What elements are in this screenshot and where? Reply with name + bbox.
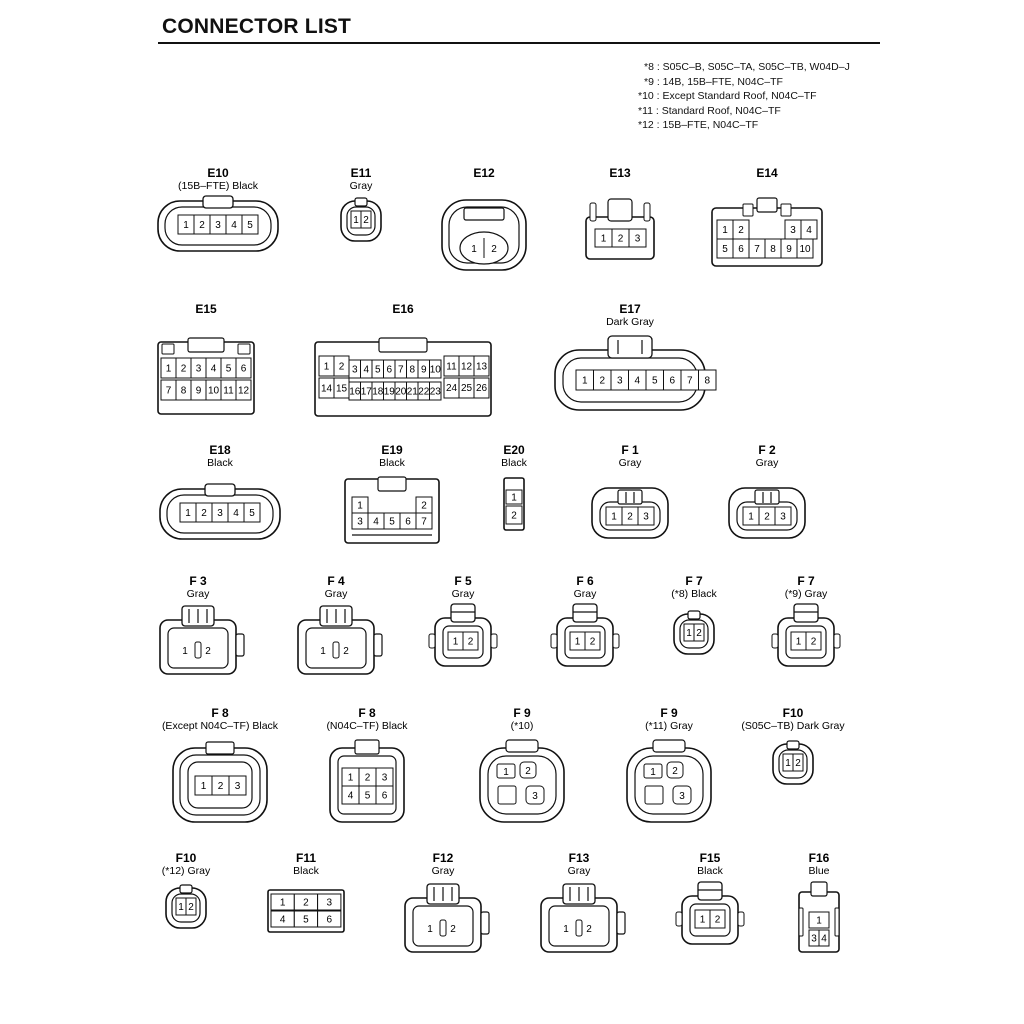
pin-number: 2	[180, 363, 187, 375]
housing-outline	[451, 604, 475, 622]
connector-subtitle: Gray	[349, 180, 373, 192]
pin-number: 1	[471, 244, 477, 255]
housing-outline	[551, 634, 557, 648]
pin-number: 11	[223, 385, 234, 397]
pin-number: 3	[634, 233, 641, 245]
pin-number: 4	[363, 364, 370, 376]
pin-number: 3	[790, 225, 796, 237]
connector-4	[712, 166, 822, 266]
pin-number: 14	[320, 383, 333, 395]
connector-code: F 8	[211, 706, 229, 720]
pin-number: 1	[182, 646, 188, 657]
connector-subtitle: Gray	[451, 588, 475, 600]
housing-outline	[608, 336, 652, 358]
pin-number: 6	[405, 516, 411, 528]
housing-outline	[355, 198, 367, 206]
pin-number: 3	[326, 897, 333, 909]
connector-code: E20	[503, 443, 525, 457]
pin-number: 4	[347, 790, 354, 802]
footnote: *10 : Except Standard Roof, N04C–TF	[638, 90, 817, 103]
connector-15	[429, 574, 497, 666]
pin-number: 1	[503, 767, 509, 778]
connector-7	[555, 302, 716, 410]
connector-19	[162, 706, 279, 822]
housing-outline	[676, 912, 682, 926]
pin-number: 2	[201, 508, 207, 520]
pin-number: 2	[343, 646, 349, 657]
housing-outline	[644, 203, 650, 221]
housing-outline	[355, 740, 379, 754]
pin-number: 2	[338, 361, 345, 373]
pin-number: 1	[686, 628, 692, 640]
pin-number: 2	[303, 897, 309, 909]
connector-28	[676, 851, 744, 944]
connector-subtitle: Gray	[755, 457, 779, 469]
housing-outline	[834, 634, 840, 648]
housing-outline	[787, 741, 799, 749]
connector-code: F 4	[327, 574, 345, 588]
housing-outline	[613, 634, 619, 648]
connector-25	[268, 851, 344, 932]
connector-code: E10	[207, 166, 229, 180]
housing-outline	[378, 477, 406, 491]
housing-outline	[203, 196, 233, 208]
pin-number: 8	[180, 385, 187, 397]
connector-code: F 7	[797, 574, 815, 588]
housing-outline	[757, 198, 777, 212]
pin-number: 1	[200, 781, 207, 793]
pin-number: 4	[634, 375, 641, 387]
pin-number: 2	[467, 636, 474, 648]
pin-number: 10	[207, 385, 220, 397]
housing-outline	[811, 882, 827, 896]
housing-outline	[653, 740, 685, 752]
connector-1	[341, 166, 381, 241]
pin-number: 21	[406, 386, 418, 398]
housing-outline	[188, 338, 224, 352]
pin-number: 5	[651, 375, 658, 387]
pin-number: 23	[429, 386, 441, 398]
connector-0	[158, 166, 278, 251]
connector-subtitle: Gray	[573, 588, 597, 600]
pin-number: 3	[381, 772, 388, 784]
connector-9	[345, 443, 439, 543]
pin-number: 1	[600, 233, 607, 245]
housing-outline	[506, 740, 538, 752]
housing-outline	[206, 742, 234, 754]
connector-subtitle: Black	[207, 457, 233, 469]
connector-code: E15	[195, 302, 217, 316]
housing-outline	[205, 484, 235, 496]
connector-code: F16	[808, 851, 830, 865]
housing-outline	[440, 920, 446, 936]
housing-outline	[236, 634, 244, 656]
pin-number: 7	[397, 364, 404, 376]
pin-number: 3	[616, 375, 623, 387]
housing-outline	[180, 885, 192, 893]
connector-subtitle: (Except N04C–TF) Black	[161, 720, 279, 732]
connector-12	[729, 443, 805, 538]
pin-number: 5	[374, 364, 381, 376]
pin-number: 3	[215, 220, 221, 232]
pin-number: 5	[722, 244, 728, 256]
housing-outline	[698, 882, 722, 900]
housing-outline	[835, 908, 839, 936]
pin-number: 1	[748, 511, 754, 523]
connector-24	[162, 851, 211, 928]
pin-number: 8	[704, 375, 711, 387]
connector-code: E17	[619, 302, 641, 316]
housing-outline	[576, 920, 582, 936]
pin-number: 15	[335, 383, 348, 395]
pin-number: 2	[696, 628, 702, 640]
connector-27	[541, 851, 625, 952]
pin-number: 6	[240, 363, 247, 375]
housing-outline	[481, 912, 489, 934]
pin-number: 4	[821, 933, 827, 945]
pin-number: 8	[409, 364, 416, 376]
pin-number: 9	[786, 244, 792, 256]
connector-subtitle: Black	[501, 457, 527, 469]
pin-number: 1	[650, 767, 656, 778]
connector-subtitle: Gray	[567, 865, 591, 877]
pin-number: 1	[563, 924, 569, 935]
pin-number: 24	[445, 383, 458, 395]
pin-number: 1	[511, 492, 517, 504]
housing-outline	[794, 604, 818, 622]
pin-number: 1	[722, 225, 728, 237]
pin-number: 2	[188, 902, 194, 914]
connector-code: E18	[209, 443, 231, 457]
connector-code: E14	[756, 166, 778, 180]
pin-number: 2	[764, 511, 770, 523]
connector-21	[480, 706, 564, 822]
housing-outline	[491, 634, 497, 648]
pin-number: 22	[418, 386, 430, 398]
connector-16	[551, 574, 619, 666]
footnote: *11 : Standard Roof, N04C–TF	[638, 104, 781, 117]
pin-number: 1	[323, 361, 330, 373]
pin-number: 7	[686, 375, 693, 387]
connector-code: F15	[699, 851, 721, 865]
page-title: CONNECTOR LIST	[162, 15, 352, 38]
pin-number: 7	[754, 244, 760, 256]
connector-subtitle: Gray	[431, 865, 455, 877]
pin-number: 2	[738, 225, 744, 237]
pin-number: 2	[199, 220, 205, 232]
pin-number: 1	[320, 646, 326, 657]
housing-outline	[162, 344, 174, 354]
connector-code: E12	[473, 166, 495, 180]
pin-number: 1	[795, 636, 802, 648]
pin-number: 12	[460, 361, 473, 373]
pin-number: 20	[395, 386, 407, 398]
connector-code: F13	[568, 851, 590, 865]
pin-number: 2	[421, 500, 427, 512]
connector-code: E13	[609, 166, 631, 180]
pin-number: 7	[165, 385, 172, 397]
pin-number: 6	[381, 790, 388, 802]
pin-number: 2	[491, 244, 497, 255]
connector-code: E16	[392, 302, 414, 316]
footnote: *9 : 14B, 15B–FTE, N04C–TF	[644, 75, 783, 88]
pin-number: 1	[178, 902, 184, 914]
pin-number: 2	[217, 781, 224, 793]
pin-number: 3	[811, 933, 817, 945]
pin-number: 2	[586, 924, 592, 935]
pin-number: 5	[303, 914, 309, 926]
connector-subtitle: Black	[379, 457, 405, 469]
pin-number: 17	[360, 386, 372, 398]
connector-code: E11	[350, 166, 372, 180]
connector-29	[799, 851, 839, 952]
connector-code: F 6	[576, 574, 594, 588]
pin-number: 2	[525, 766, 531, 777]
pin-number: 2	[205, 646, 211, 657]
connector-22	[627, 706, 711, 822]
pin-number: 1	[165, 363, 172, 375]
pin-number: 2	[363, 215, 369, 227]
connector-code: F 8	[358, 706, 376, 720]
connector-subtitle: Gray	[186, 588, 210, 600]
pin-number: 7	[421, 516, 427, 528]
pin-number: 2	[617, 233, 624, 245]
pin-number: 2	[810, 636, 817, 648]
connector-23	[741, 706, 845, 784]
pin-number: 12	[237, 385, 250, 397]
pin-number: 6	[669, 375, 676, 387]
housing-outline	[688, 611, 700, 619]
connector-6	[315, 302, 491, 416]
pin-number: 1	[581, 375, 588, 387]
pin-number: 1	[816, 915, 822, 927]
connector-subtitle: (*8) Black	[671, 588, 717, 600]
connector-code: F11	[295, 851, 317, 865]
pin-number: 3	[351, 364, 358, 376]
pin-number: 3	[643, 511, 649, 523]
connector-subtitle: (*9) Gray	[784, 588, 828, 600]
pin-number: 5	[225, 363, 232, 375]
housing-outline	[608, 199, 632, 221]
pin-number: 9	[195, 385, 202, 397]
housing-outline	[738, 912, 744, 926]
housing-outline	[333, 642, 339, 658]
connector-code: F12	[432, 851, 454, 865]
footnote: *8 : S05C–B, S05C–TA, S05C–TB, W04D–J	[644, 61, 850, 73]
pin-number: 3	[679, 791, 685, 802]
connector-subtitle: Dark Gray	[606, 316, 654, 328]
housing-outline	[743, 204, 753, 216]
pin-number: 26	[475, 383, 488, 395]
connector-8	[160, 443, 280, 539]
connector-subtitle: Gray	[324, 588, 348, 600]
pin-number: 6	[326, 914, 333, 926]
pin-number: 3	[234, 781, 241, 793]
pin-number: 1	[353, 215, 359, 227]
connector-13	[160, 574, 244, 674]
pin-number: 4	[210, 363, 217, 375]
pin-number: 1	[185, 508, 191, 520]
pin-number: 2	[714, 914, 721, 926]
pin-number: 2	[627, 511, 633, 523]
housing-outline	[429, 634, 435, 648]
connector-code: F 3	[189, 574, 207, 588]
connector-subtitle: (15B–FTE) Black	[178, 180, 258, 192]
housing-outline	[755, 490, 779, 504]
connector-10	[501, 443, 527, 530]
pin-number: 10	[799, 244, 811, 256]
pin-number: 8	[770, 244, 776, 256]
pin-number: 1	[183, 220, 189, 232]
connector-code: F 9	[513, 706, 531, 720]
housing-outline	[498, 786, 516, 804]
connector-26	[405, 851, 489, 952]
connector-subtitle: (N04C–TF) Black	[326, 720, 408, 732]
pin-number: 18	[372, 386, 384, 398]
footnote: *12 : 15B–FTE, N04C–TF	[638, 119, 759, 132]
pin-number: 3	[532, 791, 538, 802]
connector-code: F 5	[454, 574, 472, 588]
pin-number: 16	[349, 386, 361, 398]
pin-number: 2	[672, 766, 678, 777]
connector-subtitle: (S05C–TB) Dark Gray	[741, 720, 845, 732]
pin-number: 5	[389, 516, 395, 528]
housing-outline	[617, 912, 625, 934]
pin-number: 11	[446, 361, 457, 373]
pin-number: 5	[249, 508, 255, 520]
pin-number: 5	[364, 790, 371, 802]
pin-number: 3	[780, 511, 786, 523]
pin-number: 2	[599, 375, 606, 387]
connector-14	[298, 574, 382, 674]
pin-number: 6	[386, 364, 393, 376]
pin-number: 6	[738, 244, 744, 256]
connector-subtitle: (*11) Gray	[645, 720, 693, 732]
connector-subtitle: (*10)	[510, 720, 534, 732]
pin-number: 1	[347, 772, 354, 784]
pin-number: 4	[233, 508, 239, 520]
housing-outline	[464, 208, 504, 220]
pin-number: 4	[373, 516, 379, 528]
housing-outline	[618, 490, 642, 504]
connector-17	[671, 574, 717, 654]
pin-number: 1	[279, 897, 286, 909]
pin-number: 4	[231, 220, 237, 232]
pin-number: 2	[589, 636, 596, 648]
pin-number: 9	[420, 364, 427, 376]
pin-number: 4	[279, 914, 286, 926]
connector-11	[592, 443, 668, 538]
connector-subtitle: Black	[293, 865, 319, 877]
connector-5	[158, 302, 254, 414]
pin-number: 1	[611, 511, 617, 523]
connector-2	[442, 166, 526, 270]
connector-subtitle: (*12) Gray	[161, 865, 211, 877]
housing-outline	[374, 634, 382, 656]
pin-number: 2	[511, 510, 517, 522]
connector-code: F 1	[621, 443, 639, 457]
pin-number: 25	[460, 383, 473, 395]
housing-outline	[772, 634, 778, 648]
housing-outline	[645, 786, 663, 804]
pin-number: 4	[806, 225, 812, 237]
connector-20	[326, 706, 408, 822]
pin-number: 5	[247, 220, 253, 232]
pin-number: 13	[475, 361, 488, 373]
connector-code: E19	[381, 443, 403, 457]
pin-number: 19	[383, 386, 395, 398]
connector-code: F 9	[660, 706, 678, 720]
pin-number: 1	[452, 636, 459, 648]
housing-outline	[799, 908, 803, 936]
pin-number: 2	[450, 924, 456, 935]
pin-number: 2	[364, 772, 371, 784]
housing-outline	[573, 604, 597, 622]
pin-number: 3	[217, 508, 223, 520]
connector-code: F 7	[685, 574, 703, 588]
pin-number: 1	[357, 500, 363, 512]
pin-number: 10	[429, 364, 441, 376]
pin-number: 2	[795, 758, 801, 770]
housing-outline	[379, 338, 427, 352]
pin-number: 1	[699, 914, 706, 926]
pin-number: 3	[195, 363, 202, 375]
pin-number: 3	[357, 516, 363, 528]
housing-outline	[195, 642, 201, 658]
pin-number: 1	[574, 636, 581, 648]
connector-3	[586, 166, 654, 259]
connector-subtitle: Blue	[808, 865, 830, 877]
connector-code: F 2	[758, 443, 776, 457]
connector-code: F10	[175, 851, 197, 865]
housing-outline	[590, 203, 596, 221]
housing-outline	[781, 204, 791, 216]
connector-code: F10	[782, 706, 804, 720]
housing-outline	[238, 344, 250, 354]
pin-number: 1	[785, 758, 791, 770]
connector-18	[772, 574, 840, 666]
pin-number: 1	[427, 924, 433, 935]
connector-subtitle: Black	[697, 865, 723, 877]
connector-subtitle: Gray	[618, 457, 642, 469]
